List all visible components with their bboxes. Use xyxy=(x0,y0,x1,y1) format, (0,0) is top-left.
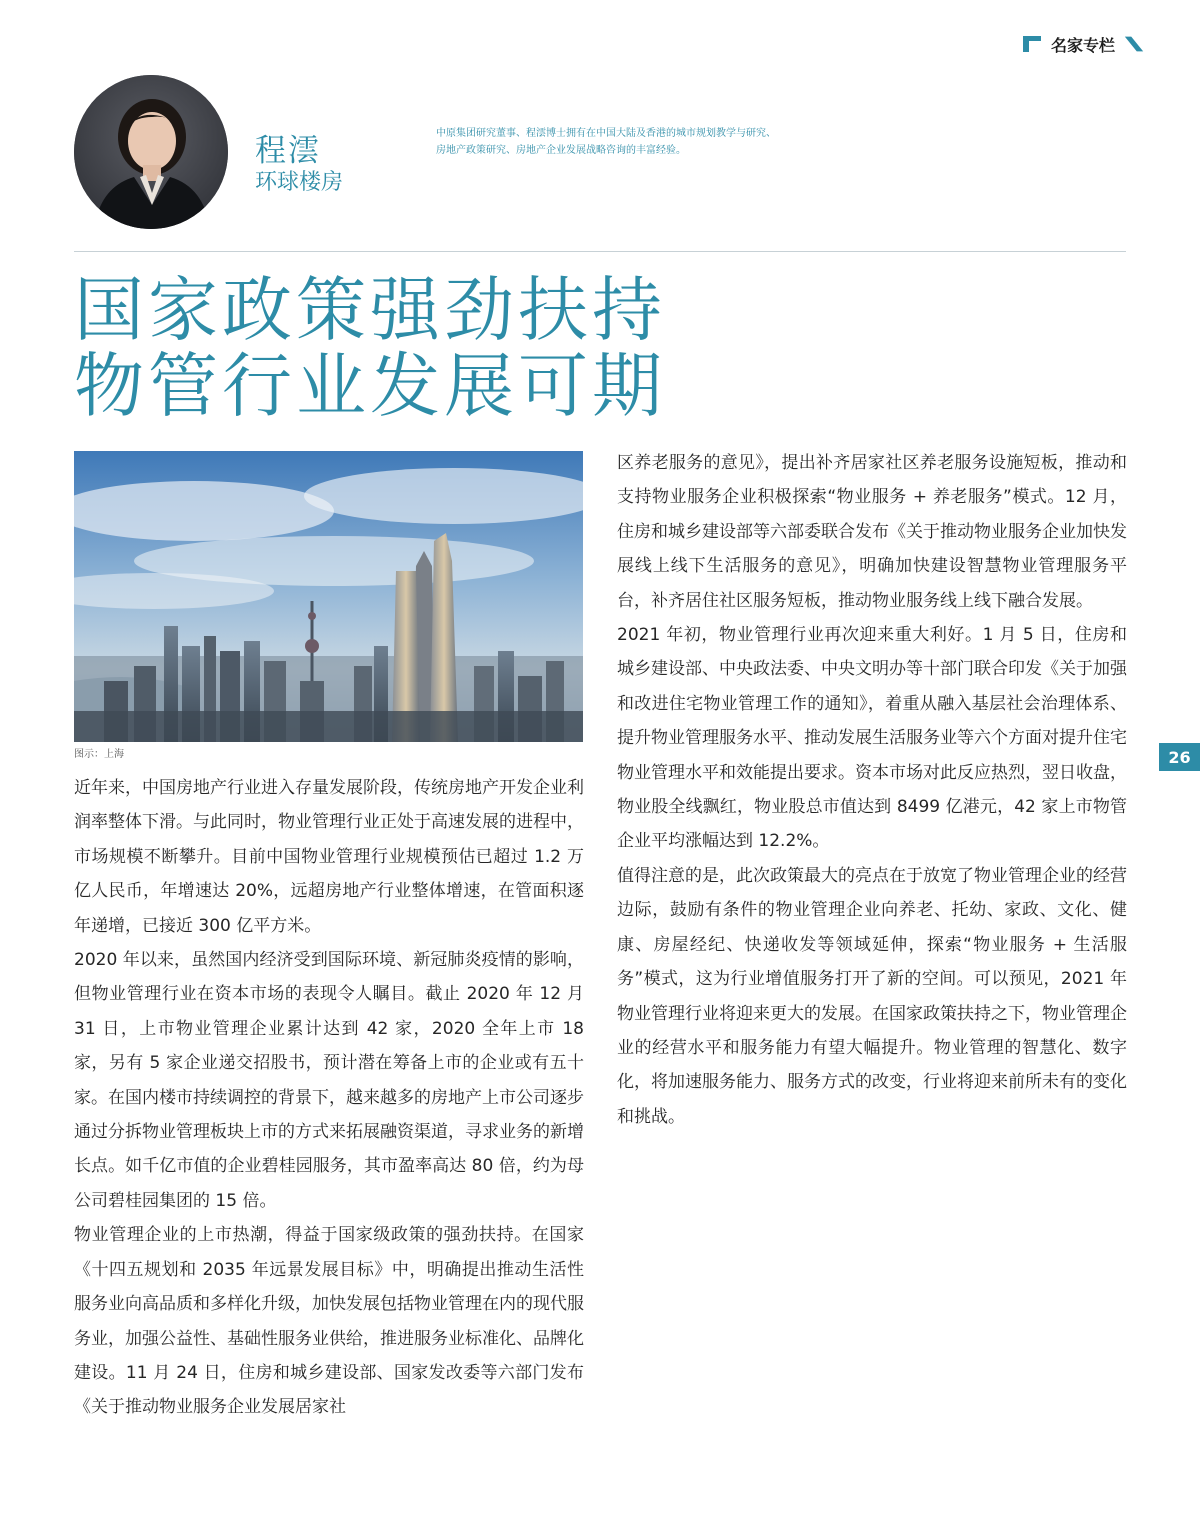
body-paragraph: 2020 年以来，虽然国内经济受到国际环境、新冠肺炎疫情的影响，但物业管理行业在资本市场的表现令人瞩目。截止 2020 年 12 月 31 日，上市物业管理企业累计达到 42 家，2020 全年上市 18 家，另有 5 家企业递交招股书，预计潜在筹备上市的企业或有五十家。在国内楼市持续调控的背景下，越来越多的房地产上市公司逐步通过分拆物业管理板块上市的方式来拓展融资渠道，寻求业务的新增长点。如千亿市值的企业碧桂园服务，其市盈率高达 80 倍，约为母公司碧桂园集团的 15 倍。 xyxy=(74,950,584,1211)
headline-line: 物管行业发展可期 xyxy=(74,345,666,427)
article-body-right-column xyxy=(617,446,1127,1134)
body-paragraph: 区养老服务的意见》，提出补齐居家社区养老服务设施短板，推动和支持物业服务企业积极探索“物业服务 + 养老服务”模式。12 月，住房和城乡建设部等六部委联合发布《关于推动物业服务企业加快发展线上线下生活服务的意见》，明确加快建设智慧物业管理服务平台，补齐居住社区服务短板，推动物业服务线上线下融合发展。 xyxy=(617,453,1127,611)
page-number: 26 xyxy=(1159,743,1200,771)
column-label: 名家专栏 xyxy=(1050,35,1115,55)
body-paragraph: 物业管理企业的上市热潮，得益于国家级政策的强劲扶持。在国家《十四五规划和 2035 年远景发展目标》中，明确提出推动生活性服务业向高品质和多样化升级，加快发展包括物业管理在内的现代服务业，加强公益性、基础性服务业供给，推进服务业标准化、品牌化建设。11 月 24 日，住房和城乡建设部、国家发改委等六部门发布《关于推动物业服务企业发展居家社 xyxy=(74,1225,584,1418)
slash-stripe-icon xyxy=(1123,34,1145,54)
body-paragraph: 近年来，中国房地产行业进入存量发展阶段，传统房地产开发企业利润率整体下滑。与此同时，物业管理行业正处于高速发展的进程中，市场规模不断攀升。目前中国物业管理行业规模预估已超过 1.2 万亿人民币，年增速达 20%，远超房地产行业整体增速，在管面积逐年递增，已接近 300 亿平方米。 xyxy=(74,778,584,936)
body-paragraph: 值得注意的是，此次政策最大的亮点在于放宽了物业管理企业的经营边际，鼓励有条件的物业管理企业向养老、托幼、家政、文化、健康、房屋经纪、快递收发等领域延伸，探索“物业服务 + 生活服务”模式，这为行业增值服务打开了新的空间。可以预见，2021 年物业管理行业将迎来更大的发展。在国家政策扶持之下，物业管理企业的经营水平和服务能力有望大幅提升。物业管理的智慧化、数字化，将加速服务能力、服务方式的改变，行业将迎来前所未有的变化和挑战。 xyxy=(617,865,1127,1127)
author-avatar xyxy=(74,75,228,229)
photo-caption: 图示：上海 xyxy=(74,749,124,760)
author-portrait-image xyxy=(74,75,228,229)
article-headline xyxy=(74,269,666,427)
author-bio-line: 房地产政策研究、房地产企业发展战略咨询的丰富经验。 xyxy=(436,145,686,156)
author-bio xyxy=(436,125,816,159)
header-divider xyxy=(74,251,1126,252)
article-body-left-column xyxy=(74,771,584,1425)
author-organization: 环球楼房 xyxy=(255,170,344,195)
corner-arrow-icon xyxy=(1021,34,1043,54)
body-paragraph: 2021 年初，物业管理行业再次迎来重大利好。1 月 5 日，住房和城乡建设部、中央政法委、中央文明办等十部门联合印发《关于加强和改进住宅物业管理工作的通知》，着重从融入基层社会治理体系、提升物业管理服务水平、推动发展生活服务业等六个方面对提升住宅物业管理水平和效能提出要求。资本市场对此反应热烈，翌日收盘，物业股全线飘红，物业股总市值达到 8499 亿港元，42 家上市物管企业平均涨幅达到 12.2%。 xyxy=(617,625,1127,852)
skyline-image xyxy=(74,451,583,742)
author-bio-line: 中原集团研究董事、程澐博士拥有在中国大陆及香港的城市规划教学与研究、 xyxy=(436,128,776,139)
column-tag xyxy=(1021,32,1145,56)
article-photo xyxy=(74,451,583,742)
headline-line: 国家政策强劲扶持 xyxy=(74,269,666,351)
author-name: 程澐 xyxy=(255,133,321,169)
